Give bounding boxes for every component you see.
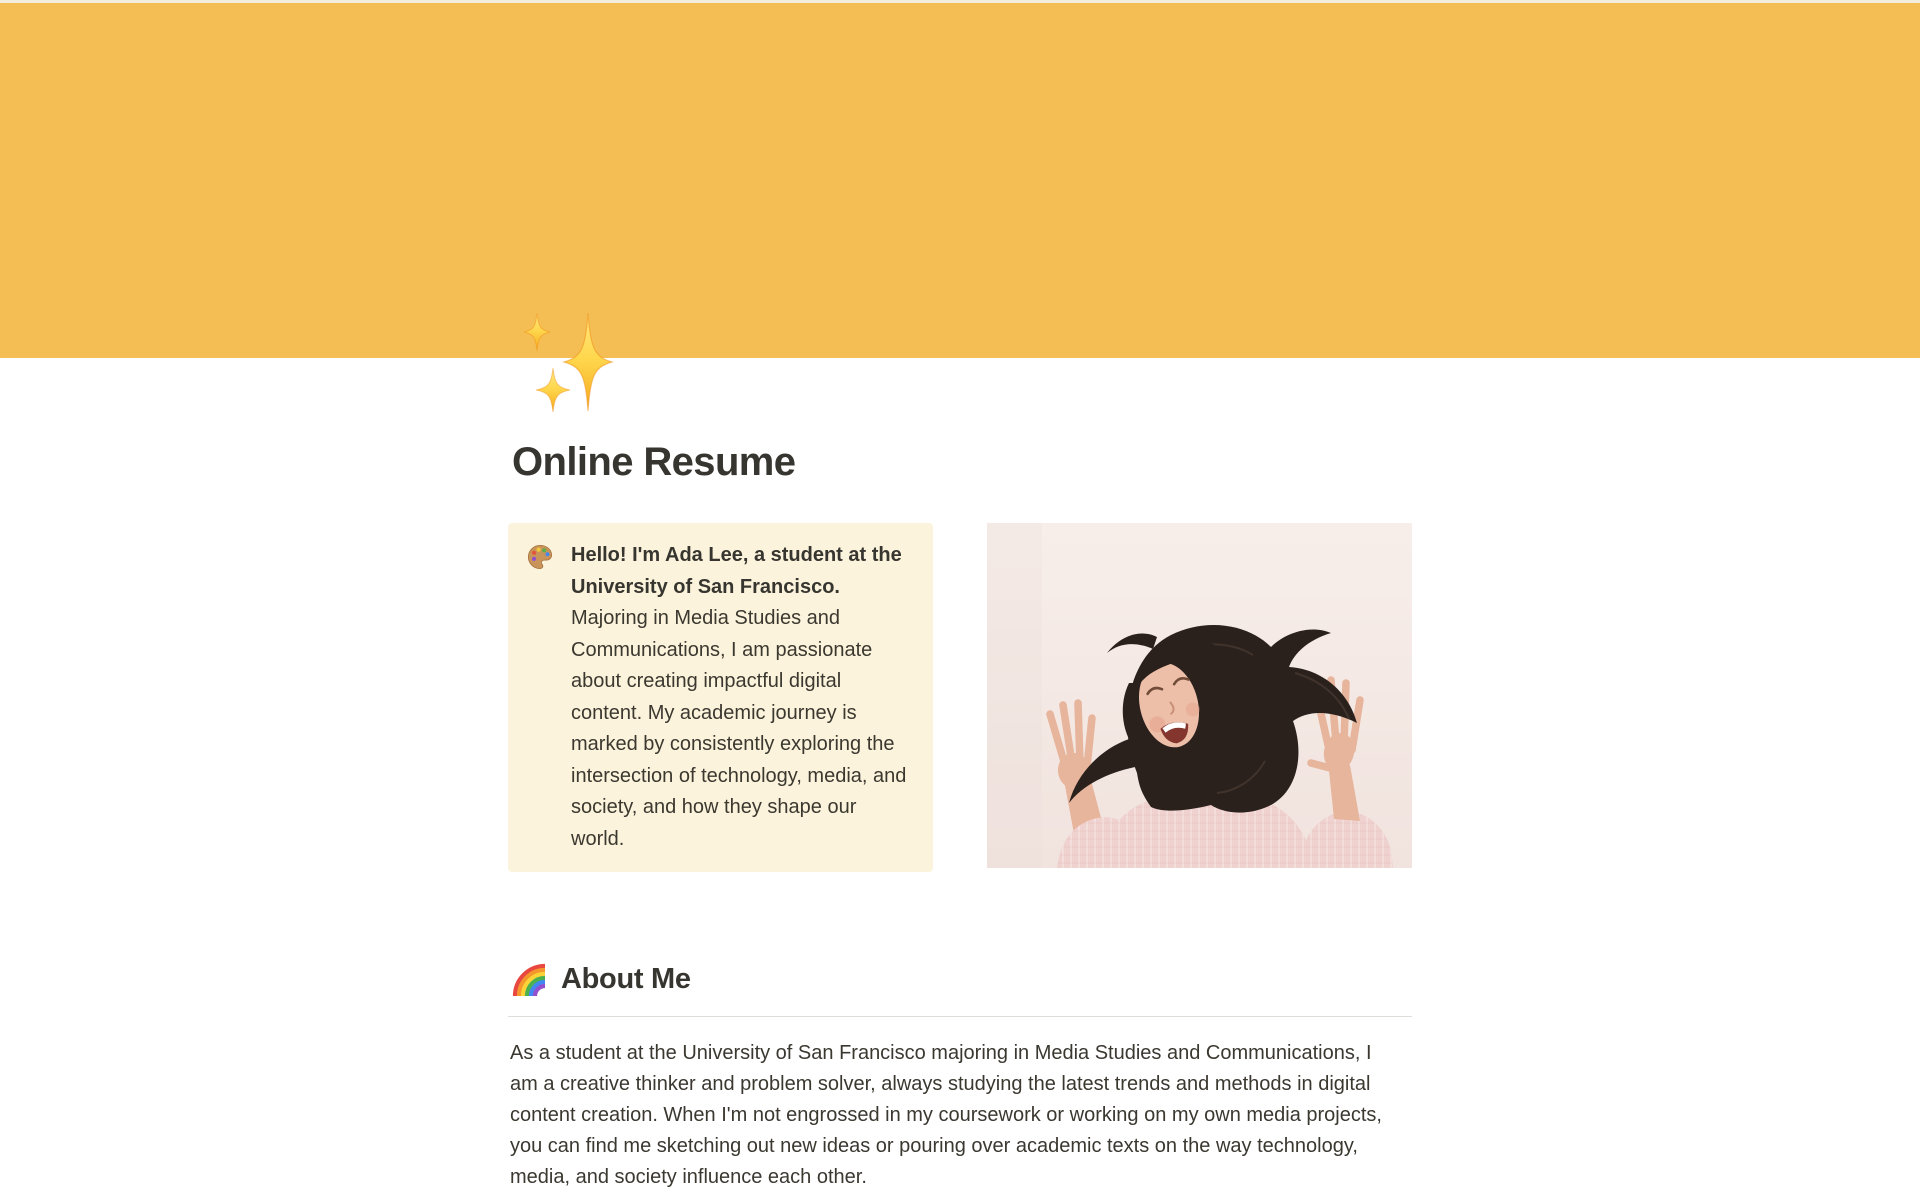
callout-body-text: Majoring in Media Studies and Communications, I am passionate about creating impactful digital content. My academic journey is marked by consistently exploring the intersection of technology, media, and society, and how they shape our world. <box>571 607 907 850</box>
page-content <box>508 312 1412 1193</box>
two-column-layout <box>508 523 1412 872</box>
palette-icon <box>526 543 554 571</box>
callout-text <box>571 540 911 855</box>
about-paragraph[interactable]: As a student at the University of San Francisco majoring in Media Studies and Communications, I am a creative thinker and problem solver, always studying the latest trends and methods in digital content creation. When I'm not engrossed in my coursework or working on my own media projects, you can find me sketching out new ideas or pouring over academic texts on the way technology, media, and society influence each other. <box>510 1042 1382 1188</box>
callout-bold-text: Hello! I'm Ada Lee, a student at the University of San Francisco. <box>571 544 902 598</box>
profile-photo-illustration <box>987 523 1412 868</box>
about-heading-row <box>510 960 1412 998</box>
about-heading[interactable]: About Me <box>561 963 691 995</box>
rainbow-icon <box>510 962 548 996</box>
page-title[interactable]: Online Resume <box>512 440 796 484</box>
divider <box>508 1016 1412 1017</box>
sparkles-icon-svg <box>514 312 614 412</box>
sparkles-icon[interactable] <box>514 312 614 412</box>
page-cover[interactable] <box>0 3 1920 358</box>
profile-photo[interactable] <box>987 523 1412 868</box>
intro-callout[interactable] <box>508 523 933 872</box>
